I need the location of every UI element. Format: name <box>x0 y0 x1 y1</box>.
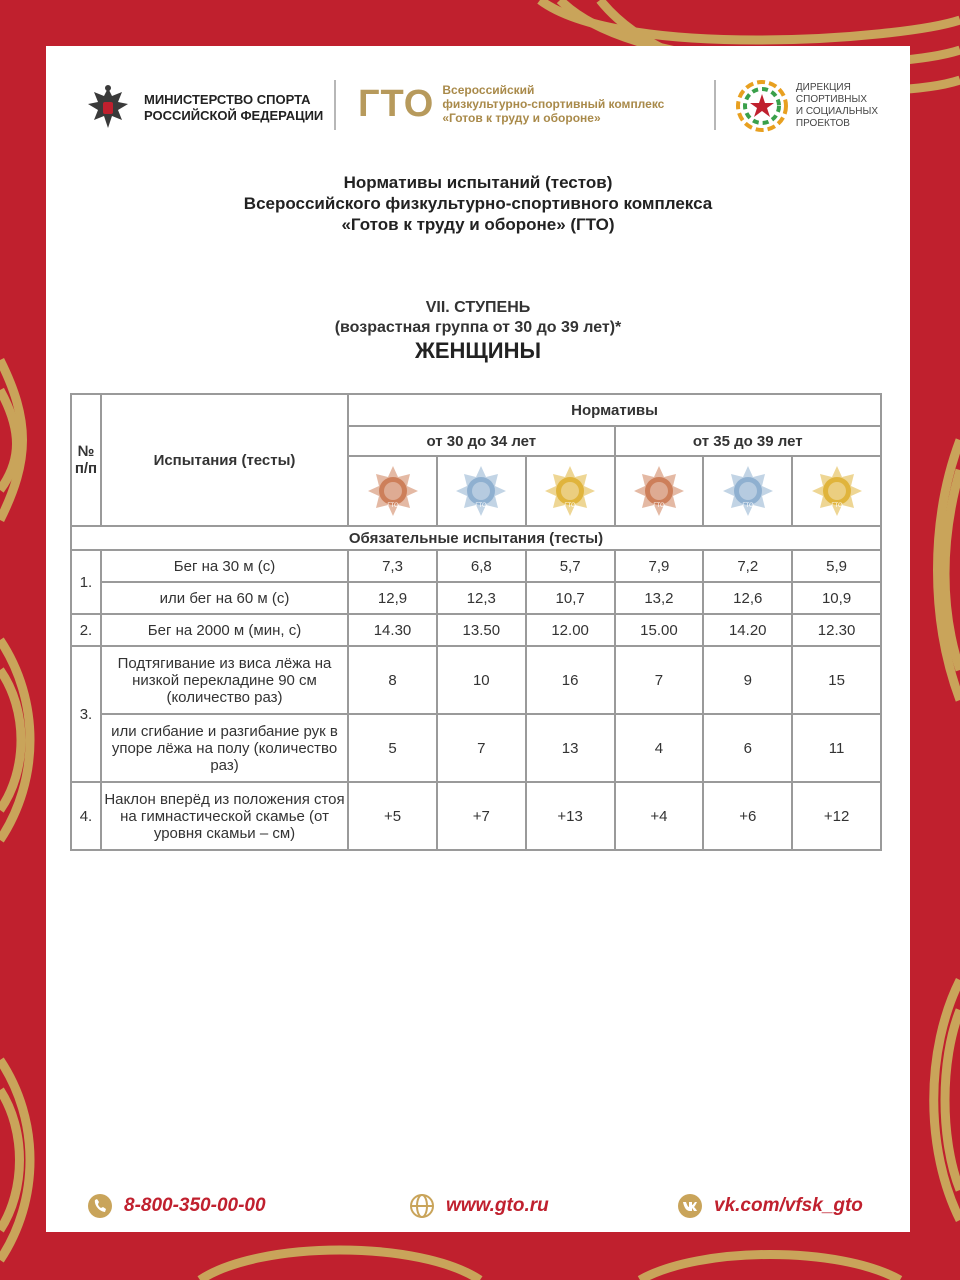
ministry-line-2: РОССИЙСКОЙ ФЕДЕРАЦИИ <box>144 108 324 123</box>
stage-heading <box>46 298 910 364</box>
norm-value: 12,9 <box>348 582 437 614</box>
age-group-1-header: от 30 до 34 лет <box>348 426 614 456</box>
gto-text-line-1: Всероссийский <box>442 83 535 97</box>
test-name: Бег на 2000 м (мин, с) <box>101 614 348 646</box>
bronze-badge-icon <box>631 463 687 519</box>
norm-value: 7,3 <box>348 550 437 582</box>
norm-value: 4 <box>615 714 704 782</box>
ministry-logo <box>82 82 323 134</box>
norm-value: 6 <box>703 714 792 782</box>
norm-value: 5 <box>348 714 437 782</box>
table-row <box>71 646 881 714</box>
norm-value: 12.00 <box>526 614 615 646</box>
gender-label: ЖЕНЩИНЫ <box>414 338 542 363</box>
svg-text:ГТО: ГТО <box>475 503 487 509</box>
gto-text-line-2: физкультурно-спортивный комплекс <box>442 97 665 111</box>
norm-value: 9 <box>703 646 792 714</box>
svg-text:ГТО: ГТО <box>830 503 843 509</box>
age-group: (возрастная группа от 30 до 39 лет)* <box>334 319 622 336</box>
footer-site[interactable] <box>408 1192 549 1220</box>
gto-logo <box>358 82 664 126</box>
badge-cell <box>703 456 792 526</box>
header-divider <box>714 80 716 130</box>
vk-icon <box>676 1192 704 1220</box>
gold-badge-icon <box>542 463 598 519</box>
norm-value: 5,9 <box>792 550 881 582</box>
silver-badge-icon <box>720 463 776 519</box>
norm-value: 15 <box>792 646 881 714</box>
norm-value: 13.50 <box>437 614 526 646</box>
norm-value: 10,7 <box>526 582 615 614</box>
norm-value: +6 <box>703 782 792 850</box>
norm-value: 15.00 <box>615 614 704 646</box>
direction-line-2: СПОРТИВНЫХ <box>795 94 868 105</box>
ministry-line-1: МИНИСТЕРСТВО СПОРТА <box>144 92 311 107</box>
norm-value: 7 <box>437 714 526 782</box>
direction-line-3: И СОЦИАЛЬНЫХ <box>795 106 878 117</box>
norm-value: 16 <box>526 646 615 714</box>
svg-text:ГТО: ГТО <box>386 503 399 509</box>
norm-value: 12.30 <box>792 614 881 646</box>
document-title <box>46 172 910 235</box>
norm-value: +5 <box>348 782 437 850</box>
table-row <box>71 714 881 782</box>
test-name: Бег на 30 м (с) <box>101 550 348 582</box>
silver-badge-icon <box>453 463 509 519</box>
footer-phone[interactable] <box>86 1192 266 1220</box>
direction-line-4: ПРОЕКТОВ <box>795 118 850 129</box>
norm-value: +12 <box>792 782 881 850</box>
norm-value: +4 <box>615 782 704 850</box>
title-line-3: «Готов к труду и обороне» (ГТО) <box>341 215 615 234</box>
header <box>78 76 878 146</box>
norm-value: 14.20 <box>703 614 792 646</box>
row-number: 1. <box>71 550 101 614</box>
test-name: Подтягивание из виса лёжа на низкой перекладине 90 см (количество раз) <box>101 646 348 714</box>
norm-value: 7 <box>615 646 704 714</box>
row-number: 2. <box>71 614 101 646</box>
norm-value: 12,6 <box>703 582 792 614</box>
norm-value: 10 <box>437 646 526 714</box>
norm-value: 6,8 <box>437 550 526 582</box>
footer <box>76 1192 886 1226</box>
row-number: 3. <box>71 646 101 782</box>
star-emblem-icon <box>734 78 790 134</box>
table-row <box>71 782 881 850</box>
norm-value: 10,9 <box>792 582 881 614</box>
norm-value: +7 <box>437 782 526 850</box>
badge-cell <box>792 456 881 526</box>
eagle-emblem-icon <box>82 82 134 134</box>
norm-value: 11 <box>792 714 881 782</box>
norm-value: 14.30 <box>348 614 437 646</box>
num-header: № п/п <box>71 394 101 526</box>
table-row <box>71 550 881 582</box>
badge-cell <box>615 456 704 526</box>
bronze-badge-icon <box>365 463 421 519</box>
test-name: или сгибание и разгибание рук в упоре лёжа на полу (количество раз) <box>101 714 348 782</box>
gto-mark: ГТО <box>358 83 435 125</box>
svg-text:ГТО: ГТО <box>564 503 576 509</box>
test-name: или бег на 60 м (с) <box>101 582 348 614</box>
title-line-1: Нормативы испытаний (тестов) <box>343 173 613 192</box>
direction-line-1: ДИРЕКЦИЯ <box>795 82 851 93</box>
header-divider <box>334 80 336 130</box>
section-header: Обязательные испытания (тесты) <box>71 526 881 550</box>
norm-value: +13 <box>526 782 615 850</box>
test-name: Наклон вперёд из положения стоя на гимнастической скамье (от уровня скамьи – см) <box>101 782 348 850</box>
norms-table <box>70 393 882 851</box>
svg-text:ГТО: ГТО <box>742 503 754 509</box>
document-sheet <box>46 46 910 1232</box>
norm-value: 5,7 <box>526 550 615 582</box>
badge-cell <box>437 456 526 526</box>
norm-value: 12,3 <box>437 582 526 614</box>
badge-cell <box>526 456 615 526</box>
table-row <box>71 614 881 646</box>
site-link: www.gto.ru <box>446 1195 549 1216</box>
badge-cell <box>348 456 437 526</box>
table-row <box>71 582 881 614</box>
stage-number: VII. СТУПЕНЬ <box>425 299 531 316</box>
test-header: Испытания (тесты) <box>101 394 348 526</box>
phone-number: 8-800-350-00-00 <box>124 1195 266 1216</box>
gto-text-line-3: «Готов к труду и обороне» <box>442 111 601 125</box>
norm-value: 13,2 <box>615 582 704 614</box>
age-group-2-header: от 35 до 39 лет <box>615 426 881 456</box>
norm-value: 7,2 <box>703 550 792 582</box>
phone-icon <box>86 1192 114 1220</box>
norm-value: 8 <box>348 646 437 714</box>
title-line-2: Всероссийского физкультурно-спортивного комплекса <box>243 194 713 213</box>
row-number: 4. <box>71 782 101 850</box>
norms-header: Нормативы <box>348 394 881 426</box>
direction-logo <box>734 78 878 134</box>
vk-link: vk.com/vfsk_gto <box>714 1195 863 1216</box>
footer-vk[interactable] <box>676 1192 863 1220</box>
norm-value: 7,9 <box>615 550 704 582</box>
globe-icon <box>408 1192 436 1220</box>
svg-text:ГТО: ГТО <box>653 503 665 509</box>
gold-badge-icon <box>809 463 865 519</box>
norm-value: 13 <box>526 714 615 782</box>
